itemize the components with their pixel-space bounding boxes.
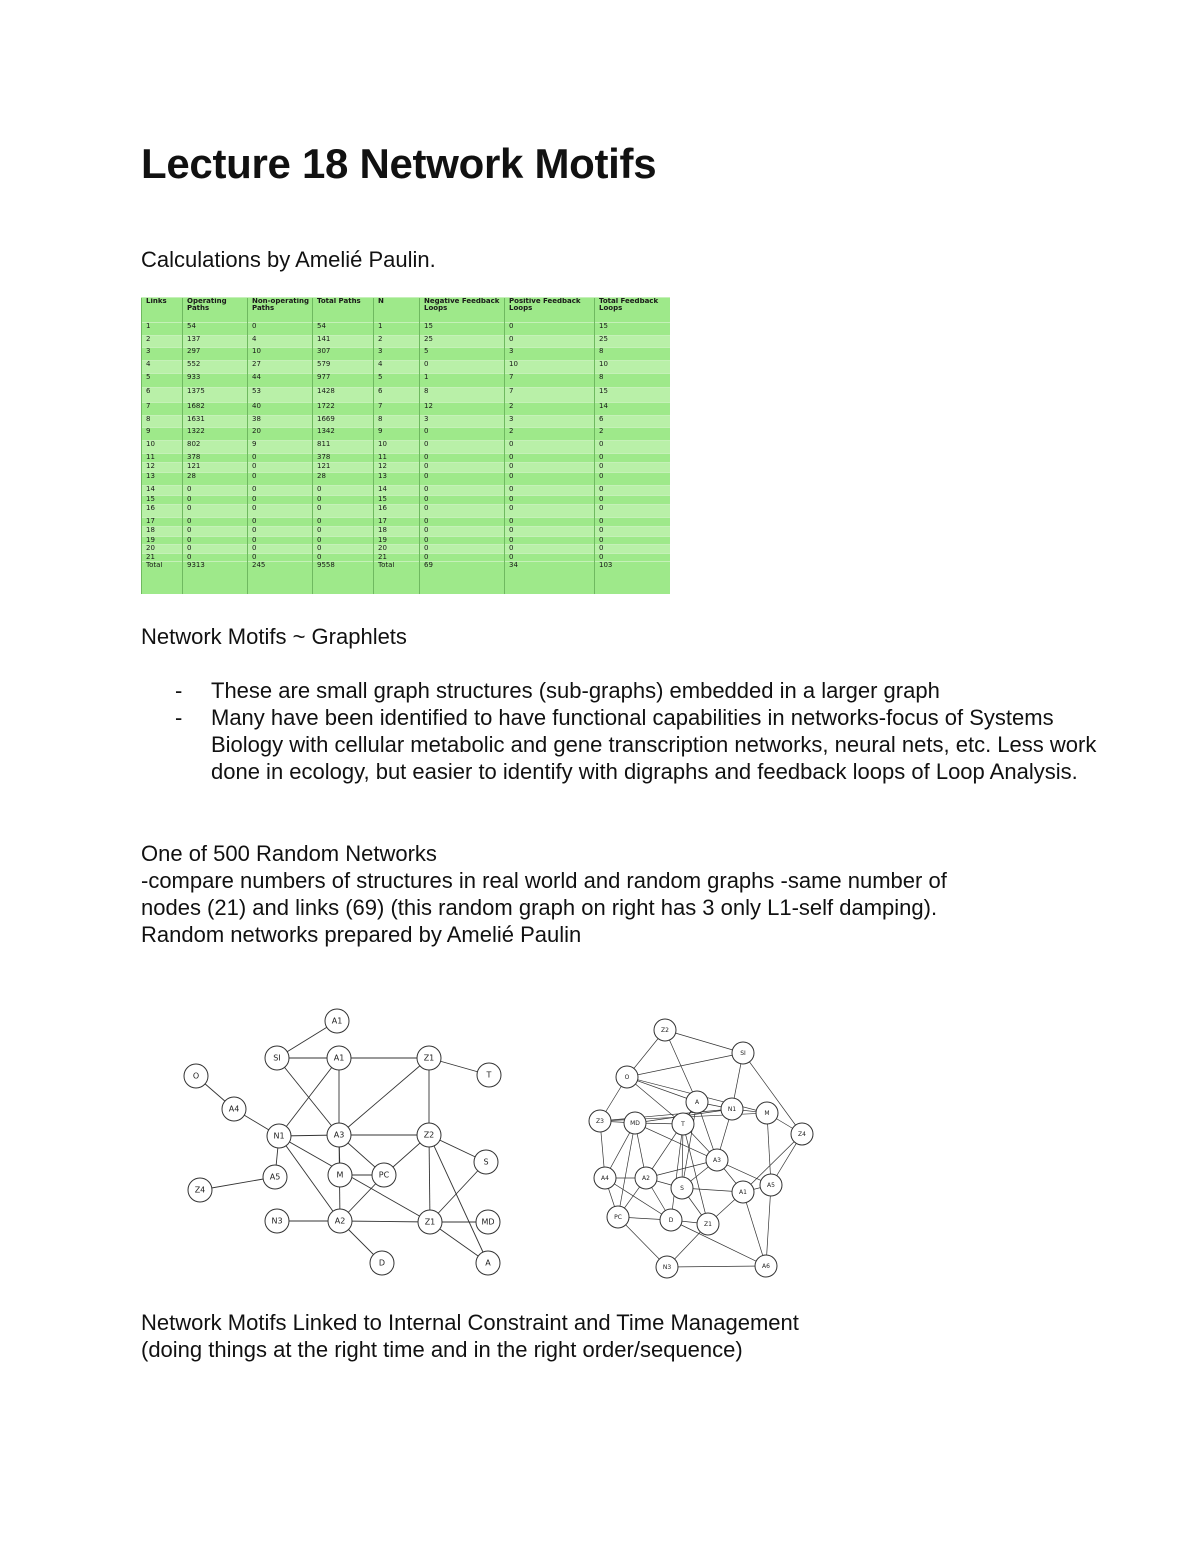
table-total-row	[142, 562, 670, 594]
table-cell: 0	[313, 495, 374, 504]
table-cell: 0	[248, 495, 313, 504]
table-cell: 0	[313, 545, 374, 553]
table-cell: 2	[505, 428, 595, 441]
table-cell: 9	[142, 428, 183, 441]
graph-node-label: SI	[740, 1050, 746, 1057]
table-cell: 10	[142, 440, 183, 453]
table-cell: 2	[595, 428, 670, 441]
table-cell: 0	[183, 486, 248, 495]
table-cell: 0	[595, 472, 670, 486]
table-cell: 0	[595, 536, 670, 544]
table-header-row	[142, 298, 670, 323]
graph-node-label: A2	[642, 1175, 650, 1182]
graph-node-label: N3	[662, 1264, 672, 1271]
network-comparison-figure	[141, 985, 831, 1295]
graph-node-label: M	[764, 1110, 770, 1117]
graph-edge	[600, 1109, 732, 1121]
table-cell: 16	[142, 505, 183, 518]
table-cell: 2	[142, 335, 183, 348]
table-cell: 0	[313, 505, 374, 518]
table-cell: 0	[248, 463, 313, 472]
table-cell: 0	[248, 545, 313, 553]
table-cell: 20	[248, 428, 313, 441]
table-row	[142, 463, 670, 472]
list-item: - These are small graph structures (sub-graphs) embedded in a larger graph	[175, 678, 940, 703]
table-cell: 3	[505, 415, 595, 428]
table-cell: 4	[374, 360, 420, 373]
table-cell: 307	[313, 348, 374, 361]
table-cell: 0	[420, 486, 505, 495]
graph-node-label: MD	[481, 1217, 495, 1227]
graph-node-label: A5	[269, 1172, 281, 1182]
table-cell: 25	[420, 335, 505, 348]
table-cell: 1428	[313, 388, 374, 403]
table-row	[142, 553, 670, 561]
network-graphs	[141, 985, 831, 1295]
graph-node-label: Z3	[596, 1118, 604, 1125]
table-cell: 7	[142, 403, 183, 416]
table-cell: 15	[595, 323, 670, 336]
table-cell: 1669	[313, 415, 374, 428]
table-row	[142, 360, 670, 373]
table-cell: 28	[183, 472, 248, 486]
table-cell: 20	[142, 545, 183, 553]
table-cell: 4	[248, 335, 313, 348]
graph-node-label: Z2	[661, 1027, 669, 1034]
table-cell: 10	[595, 360, 670, 373]
table-cell: 5	[142, 373, 183, 388]
motif-bullet-list	[141, 677, 1111, 785]
table-cell: 10	[505, 360, 595, 373]
table-cell: 9	[374, 428, 420, 441]
table-cell: 0	[505, 335, 595, 348]
table-cell: 3	[374, 348, 420, 361]
table-cell: 0	[595, 440, 670, 453]
table-cell: 38	[248, 415, 313, 428]
table-row	[142, 428, 670, 441]
table-cell: 0	[248, 536, 313, 544]
graph-node-label: A2	[334, 1216, 346, 1226]
table-cell: 137	[183, 335, 248, 348]
table-cell: 1722	[313, 403, 374, 416]
graph-edge	[683, 1124, 708, 1224]
table-cell: Total	[374, 562, 420, 594]
table-cell: 0	[420, 360, 505, 373]
graph-edge	[743, 1192, 766, 1266]
table-cell: 9558	[313, 562, 374, 594]
table-cell: 7	[505, 388, 595, 403]
table-cell: 0	[248, 553, 313, 561]
table-cell: 25	[595, 335, 670, 348]
table-cell: 933	[183, 373, 248, 388]
graph-node-label: A3	[333, 1130, 345, 1140]
table-cell: 245	[248, 562, 313, 594]
table-cell: 0	[183, 527, 248, 536]
table-cell: 10	[248, 348, 313, 361]
table-row	[142, 527, 670, 536]
table-cell: 12	[374, 463, 420, 472]
table-cell: 0	[505, 323, 595, 336]
table-cell: 0	[505, 517, 595, 526]
graph-node-label: Z4	[798, 1131, 806, 1138]
graph-node-label: A	[694, 1099, 700, 1106]
table-cell: 0	[505, 486, 595, 495]
graph-node-label: A	[485, 1258, 491, 1268]
table-cell: 0	[595, 453, 670, 462]
graph-node-label: T	[681, 1121, 685, 1128]
table-cell: 1	[142, 323, 183, 336]
feedback-loops-table	[141, 297, 670, 594]
table-cell: 378	[313, 453, 374, 462]
table-cell: 0	[248, 517, 313, 526]
table-cell: 0	[505, 463, 595, 472]
credit-line: Calculations by Amelié Paulin.	[141, 247, 436, 272]
graph-node-label: A1	[331, 1016, 343, 1026]
table-row	[142, 415, 670, 428]
table-cell: 0	[313, 517, 374, 526]
table-cell: 69	[420, 562, 505, 594]
table-cell: 27	[248, 360, 313, 373]
table-cell: 0	[420, 495, 505, 504]
column-header: N	[374, 298, 420, 323]
table-cell: Total	[142, 562, 183, 594]
graph-node-label: Z2	[423, 1130, 435, 1140]
table-cell: 1342	[313, 428, 374, 441]
table-cell: 0	[183, 517, 248, 526]
graph-edge	[618, 1123, 635, 1217]
table-cell: 1322	[183, 428, 248, 441]
random-networks-line-2: nodes (21) and links (69) (this random graph on right has 3 only L1-self damping).	[141, 895, 938, 920]
table-cell: 0	[313, 553, 374, 561]
table-cell: 103	[595, 562, 670, 594]
table-row	[142, 517, 670, 526]
graph-node-label: D	[668, 1217, 674, 1224]
table-cell: 14	[595, 403, 670, 416]
table-cell: 21	[142, 553, 183, 561]
table-row	[142, 373, 670, 388]
graph-node-label: N1	[727, 1106, 737, 1113]
table-cell: 0	[313, 486, 374, 495]
column-header: Positive Feedback Loops	[505, 298, 595, 323]
graph-node-label: S	[680, 1185, 684, 1192]
table-cell: 579	[313, 360, 374, 373]
table-row	[142, 472, 670, 486]
table-row	[142, 323, 670, 336]
table-cell: 11	[374, 453, 420, 462]
table-cell: 2	[374, 335, 420, 348]
table-cell: 5	[374, 373, 420, 388]
table-cell: 811	[313, 440, 374, 453]
table-cell: 12	[420, 403, 505, 416]
graph-node-label: PC	[614, 1214, 622, 1221]
table-cell: 0	[595, 486, 670, 495]
table-cell: 13	[374, 472, 420, 486]
table-cell: 15	[420, 323, 505, 336]
graph-edge	[766, 1185, 771, 1266]
table-cell: 802	[183, 440, 248, 453]
graph-node-label: Z1	[704, 1221, 712, 1228]
table-row	[142, 545, 670, 553]
table-cell: 0	[248, 453, 313, 462]
graph-edge	[429, 1135, 430, 1222]
table-cell: 44	[248, 373, 313, 388]
table-row	[142, 403, 670, 416]
table-cell: 0	[595, 505, 670, 518]
table-cell: 0	[595, 517, 670, 526]
table-row	[142, 335, 670, 348]
table-cell: 15	[595, 388, 670, 403]
table-cell: 34	[505, 562, 595, 594]
column-header: Negative Feedback Loops	[420, 298, 505, 323]
table-cell: 0	[420, 472, 505, 486]
table-row	[142, 440, 670, 453]
table-cell: 20	[374, 545, 420, 553]
random-networks-heading: One of 500 Random Networks	[141, 841, 437, 866]
table-cell: 16	[374, 505, 420, 518]
table-cell: 121	[183, 463, 248, 472]
table-cell: 8	[595, 348, 670, 361]
graph-node-label: D	[378, 1258, 386, 1268]
table-cell: 0	[505, 440, 595, 453]
table-cell: 0	[420, 428, 505, 441]
table-cell: 0	[248, 486, 313, 495]
graph-node-label: T	[486, 1070, 492, 1080]
graph-node-label: M	[336, 1170, 344, 1180]
table-cell: 0	[313, 527, 374, 536]
table-cell: 14	[142, 486, 183, 495]
table-cell: 6	[374, 388, 420, 403]
table-cell: 9	[248, 440, 313, 453]
table-cell: 53	[248, 388, 313, 403]
graph-node-label: A4	[228, 1104, 240, 1114]
table-cell: 0	[420, 527, 505, 536]
table-cell: 0	[505, 472, 595, 486]
column-header: Non-operating Paths	[248, 298, 313, 323]
table-cell: 0	[420, 545, 505, 553]
graph-node-label: A3	[713, 1157, 721, 1164]
graph-node-label: N1	[273, 1131, 285, 1141]
table-cell: 8	[420, 388, 505, 403]
table-row	[142, 495, 670, 504]
table-cell: 0	[595, 527, 670, 536]
graph-node-label: A6	[762, 1263, 770, 1270]
table-cell: 378	[183, 453, 248, 462]
section-heading-motifs: Network Motifs ~ Graphlets	[141, 624, 407, 649]
table-cell: 0	[183, 536, 248, 544]
table-cell: 1631	[183, 415, 248, 428]
table-cell: 40	[248, 403, 313, 416]
table-cell: 7	[374, 403, 420, 416]
table-row	[142, 348, 670, 361]
table-cell: 0	[420, 536, 505, 544]
graph-edge	[340, 1221, 430, 1222]
table-cell: 0	[183, 505, 248, 518]
graph-edge	[665, 1030, 743, 1053]
list-item: - Many have been identified to have functional capabilities in networks-focus of Systems Biology with cellular metabolic and gene transcription networks, neural nets, etc. Less work done in ecology, but easier to identify with digraphs and feedback loops of Loop Analysis.	[175, 705, 1097, 784]
table-cell: 0	[248, 323, 313, 336]
table-cell: 2	[505, 403, 595, 416]
table-cell: 141	[313, 335, 374, 348]
table-cell: 0	[505, 453, 595, 462]
column-header: Operating Paths	[183, 298, 248, 323]
table-cell: 5	[420, 348, 505, 361]
graph-node-label: A4	[601, 1175, 609, 1182]
table-cell: 0	[420, 505, 505, 518]
table-cell: 0	[505, 545, 595, 553]
graph-node-label: A1	[739, 1189, 747, 1196]
table-cell: 6	[142, 388, 183, 403]
bullet-text: Many have been identified to have functional capabilities in networks-focus of Systems Biology with cellular metabolic and gene transcription networks, neural nets, etc. Less work done in ecology, but easier to identify with digraphs and feedback loops of Loop Analysis.	[211, 705, 1097, 784]
graph-node-label: S	[483, 1157, 489, 1167]
graph-edge	[667, 1266, 766, 1267]
table-cell: 0	[420, 463, 505, 472]
table-cell: 0	[595, 545, 670, 553]
table-row	[142, 388, 670, 403]
table-cell: 4	[142, 360, 183, 373]
table-cell: 121	[313, 463, 374, 472]
graph-edge	[339, 1058, 429, 1135]
graph-node-label: O	[624, 1074, 630, 1081]
table-cell: 18	[374, 527, 420, 536]
table-cell: 17	[374, 517, 420, 526]
table-cell: 1375	[183, 388, 248, 403]
table-cell: 0	[595, 463, 670, 472]
table-cell: 14	[374, 486, 420, 495]
table-cell: 0	[183, 495, 248, 504]
closing-line-2: (doing things at the right time and in the right order/sequence)	[141, 1337, 743, 1362]
table-cell: 552	[183, 360, 248, 373]
table-cell: 18	[142, 527, 183, 536]
table-cell: 3	[142, 348, 183, 361]
bullet-text: These are small graph structures (sub-graphs) embedded in a larger graph	[211, 678, 940, 703]
table-cell: 8	[595, 373, 670, 388]
table-cell: 54	[183, 323, 248, 336]
table-cell: 3	[505, 348, 595, 361]
table-cell: 0	[183, 545, 248, 553]
table-cell: 19	[142, 536, 183, 544]
graph-edge	[627, 1053, 743, 1077]
table-cell: 297	[183, 348, 248, 361]
table-row	[142, 453, 670, 462]
table-cell: 0	[420, 517, 505, 526]
table-cell: 977	[313, 373, 374, 388]
table-cell: 0	[505, 527, 595, 536]
graph-node-label: A1	[333, 1053, 345, 1063]
table-cell: 17	[142, 517, 183, 526]
graph-node-label: Z4	[194, 1185, 206, 1195]
closing-line-1: Network Motifs Linked to Internal Constraint and Time Management	[141, 1310, 799, 1335]
table-cell: 54	[313, 323, 374, 336]
page-title: Lecture 18 Network Motifs	[141, 140, 657, 187]
table-cell: 1682	[183, 403, 248, 416]
graph-node-label: A5	[767, 1182, 775, 1189]
graph-node-label: Z1	[424, 1217, 436, 1227]
column-header: Links	[142, 298, 183, 323]
table-cell: 0	[595, 495, 670, 504]
table-cell: 10	[374, 440, 420, 453]
table-cell: 1	[374, 323, 420, 336]
table-cell: 0	[420, 440, 505, 453]
table-cell: 11	[142, 453, 183, 462]
graph-node-label: Z1	[423, 1053, 435, 1063]
table-cell: 15	[142, 495, 183, 504]
graph-node-label: O	[192, 1071, 200, 1081]
table-cell: 28	[313, 472, 374, 486]
table-cell: 8	[374, 415, 420, 428]
table-cell: 0	[595, 553, 670, 561]
table-cell: 21	[374, 553, 420, 561]
table-cell: 13	[142, 472, 183, 486]
table-cell: 0	[248, 472, 313, 486]
table-cell: 0	[420, 553, 505, 561]
table-cell: 3	[420, 415, 505, 428]
table-cell: 15	[374, 495, 420, 504]
table-cell: 0	[248, 527, 313, 536]
table-cell: 0	[505, 505, 595, 518]
table-cell: 7	[505, 373, 595, 388]
table-cell: 0	[505, 553, 595, 561]
random-networks-line-1: -compare numbers of structures in real world and random graphs -same number of	[141, 868, 947, 893]
table-cell: 12	[142, 463, 183, 472]
table-cell: 0	[183, 553, 248, 561]
table-cell: 0	[505, 495, 595, 504]
column-header: Total Paths	[313, 298, 374, 323]
table-cell: 1	[420, 373, 505, 388]
table-row	[142, 536, 670, 544]
table-cell: 0	[313, 536, 374, 544]
table-row	[142, 486, 670, 495]
table-cell: 0	[248, 505, 313, 518]
table-cell: 6	[595, 415, 670, 428]
graph-node-label: SI	[273, 1053, 281, 1063]
table-cell: 0	[420, 453, 505, 462]
table-cell: 8	[142, 415, 183, 428]
table-cell: 9313	[183, 562, 248, 594]
graph-node-label: N3	[271, 1216, 283, 1226]
table-cell: 0	[505, 536, 595, 544]
table-cell: 19	[374, 536, 420, 544]
random-networks-line-3: Random networks prepared by Amelié Paulin	[141, 922, 582, 947]
graph-node-label: PC	[378, 1170, 390, 1180]
table-row	[142, 505, 670, 518]
column-header: Total Feedback Loops	[595, 298, 670, 323]
graph-node-label: MD	[630, 1120, 640, 1127]
